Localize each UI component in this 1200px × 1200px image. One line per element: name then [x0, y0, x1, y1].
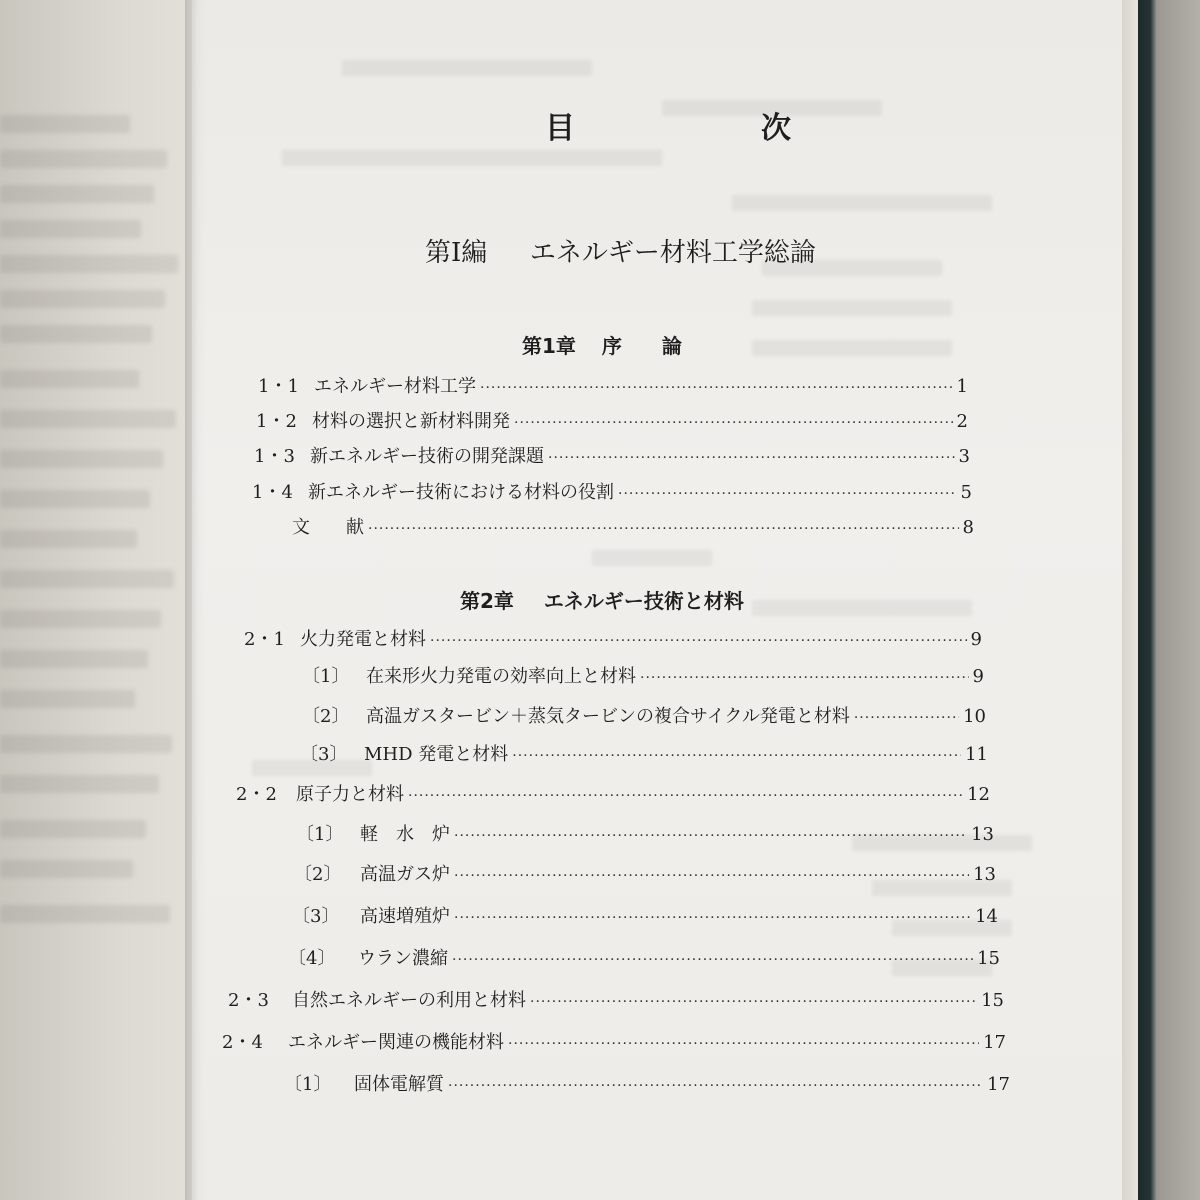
- toc-entry-title: 高速増殖炉: [360, 906, 450, 927]
- dot-leader: [454, 910, 971, 926]
- chapter-1-heading: [522, 330, 682, 359]
- toc-entry-number: 〔4〕: [288, 948, 336, 969]
- toc-entry-title: 原子力と材料: [296, 784, 404, 805]
- toc-page-number: 5: [960, 482, 972, 503]
- dot-leader: [640, 670, 969, 686]
- chapter-label: 第1章: [522, 334, 576, 358]
- toc-entry-title: 新エネルギー技術における材料の役割: [308, 482, 614, 503]
- toc-entry: [284, 1070, 1010, 1096]
- toc-page-number: 15: [981, 990, 1004, 1011]
- toc-entry: [258, 372, 968, 398]
- toc-entry: [244, 625, 982, 651]
- toc-entry: [292, 513, 974, 539]
- toc-entry-number: 〔1〕: [296, 824, 344, 845]
- dot-leader: [480, 380, 953, 396]
- dot-leader: [508, 1036, 979, 1052]
- toc-entry-title: エネルギー関連の機能材料: [288, 1032, 504, 1053]
- toc-entry: [302, 702, 986, 728]
- toc-page-number: 10: [963, 706, 986, 727]
- part-heading: [425, 232, 816, 269]
- toc-entry-title: エネルギー材料工学: [314, 376, 476, 397]
- toc-entry-title: 火力発電と材料: [300, 629, 426, 650]
- toc-page-number: 14: [975, 906, 998, 927]
- toc-entry: [254, 442, 970, 468]
- toc-entry-title: 材料の選択と新材料開発: [312, 411, 510, 432]
- toc-entry-number: 2・1: [244, 629, 285, 650]
- dot-leader: [854, 710, 959, 726]
- toc-entry-title: 在来形火力発電の効率向上と材料: [366, 666, 636, 687]
- toc-entry-number: 〔3〕: [300, 744, 348, 765]
- toc-entry: [228, 986, 1004, 1012]
- dot-leader: [430, 633, 967, 649]
- toc-entry: [294, 860, 996, 886]
- toc-entry-number: 〔2〕: [302, 706, 350, 727]
- toc-page-number: 12: [967, 784, 990, 805]
- dot-leader: [530, 994, 977, 1010]
- toc-entry-title: ウラン濃縮: [358, 948, 448, 969]
- dot-leader: [514, 415, 953, 431]
- toc-entry-title: 固体電解質: [354, 1074, 444, 1095]
- toc-entry-number: 〔1〕: [284, 1074, 332, 1095]
- dot-leader: [452, 952, 973, 968]
- toc-heading: 目 次: [545, 111, 869, 146]
- toc-page-number: 15: [977, 948, 1000, 969]
- toc-page-number: 9: [972, 666, 984, 687]
- toc-entry-title: 高温ガスタービン＋蒸気タービンの複合サイクル発電と材料: [366, 706, 850, 727]
- toc-entry-number: 〔1〕: [302, 666, 350, 687]
- part-label: 第Ⅰ編: [425, 238, 488, 268]
- toc-page-number: 9: [970, 629, 982, 650]
- toc-page-number: 1: [956, 376, 968, 397]
- toc-entry-number: 1・2: [256, 411, 297, 432]
- toc-page-number: 2: [956, 411, 968, 432]
- toc-entry: [236, 780, 990, 806]
- dot-leader: [548, 450, 955, 466]
- toc-entry: [292, 902, 998, 928]
- toc-page-number: 13: [971, 824, 994, 845]
- chapter-title: 序 論: [601, 334, 682, 358]
- toc-entry-title: 自然エネルギーの利用と材料: [292, 990, 526, 1011]
- toc-entry-title: MHD 発電と材料: [364, 744, 509, 765]
- toc-entry-number: 〔2〕: [294, 864, 342, 885]
- toc-page-number: 17: [987, 1074, 1010, 1095]
- toc-entry-number: 2・2: [236, 784, 277, 805]
- toc-entry-number: 2・3: [228, 990, 269, 1011]
- dot-leader: [448, 1078, 983, 1094]
- toc-entry-title: 軽 水 炉: [360, 824, 450, 845]
- toc-entry-title: 文 献: [292, 517, 364, 538]
- toc-entry-title: 新エネルギー技術の開発課題: [310, 446, 544, 467]
- dot-leader: [512, 748, 961, 764]
- toc-entry-number: 1・3: [254, 446, 295, 467]
- toc-entry: [256, 407, 968, 433]
- dot-leader: [618, 486, 957, 502]
- toc-entry: [300, 740, 988, 766]
- chapter-2-heading: [460, 585, 744, 614]
- toc-entry: [302, 662, 984, 688]
- toc-entry: [296, 820, 994, 846]
- toc-entry-title: 高温ガス炉: [360, 864, 450, 885]
- toc-page-number: 3: [958, 446, 970, 467]
- toc-page-number: 17: [983, 1032, 1006, 1053]
- chapter-label: 第2章: [460, 589, 514, 613]
- toc-entry: [288, 944, 1000, 970]
- toc-entry-number: 1・1: [258, 376, 299, 397]
- toc-entry: [222, 1028, 1006, 1054]
- dot-leader: [408, 788, 963, 804]
- toc-entry-number: 〔3〕: [292, 906, 340, 927]
- chapter-title: エネルギー技術と材料: [543, 589, 744, 613]
- toc-entry-number: 1・4: [252, 482, 293, 503]
- dot-leader: [368, 521, 959, 537]
- toc-page-number: 13: [973, 864, 996, 885]
- part-title: エネルギー材料工学総論: [529, 238, 816, 268]
- dot-leader: [454, 868, 969, 884]
- toc-page-number: 8: [962, 517, 974, 538]
- dot-leader: [454, 828, 967, 844]
- toc-entry: [252, 478, 972, 504]
- toc-page-number: 11: [965, 744, 988, 765]
- toc-entry-number: 2・4: [222, 1032, 263, 1053]
